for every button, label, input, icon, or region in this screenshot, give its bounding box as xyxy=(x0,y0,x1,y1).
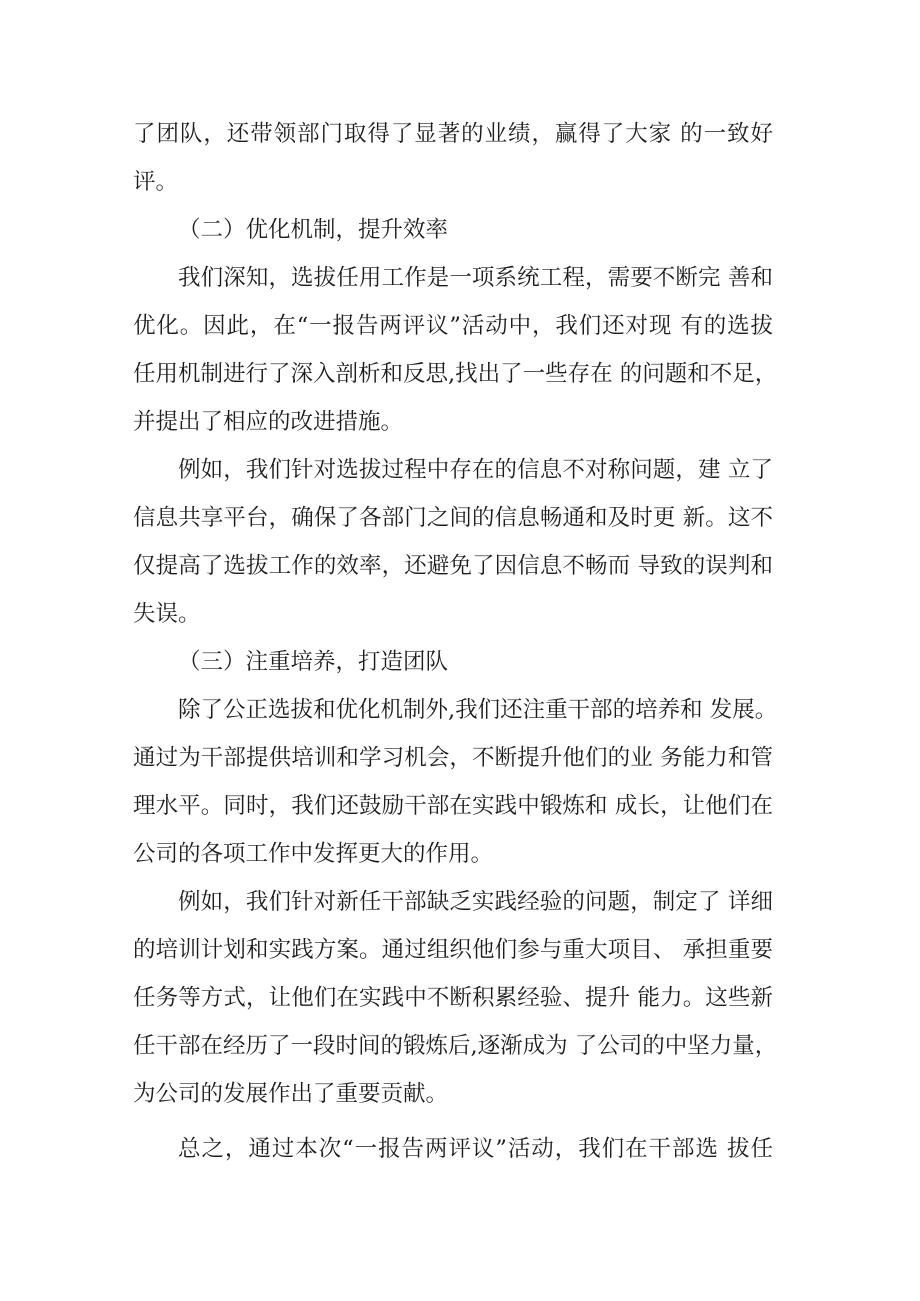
text-line: 任务等方式，让他们在实践中不断积累经验、提升 能力。这些新 xyxy=(133,985,773,1011)
text-line: 公司的各项工作中发挥更大的作用。 xyxy=(133,841,494,867)
text-line: 失误。 xyxy=(133,601,201,627)
paragraph xyxy=(133,878,778,1118)
text-line: 仅提高了选拔工作的效率，还避免了因信息不畅而 导致的误判和 xyxy=(133,553,773,579)
heading-line: （三）注重培养，打造团队 xyxy=(178,649,449,675)
document-body xyxy=(133,110,778,1173)
paragraph xyxy=(133,254,778,446)
text-line: 了团队，还带领部门取得了显著的业绩，赢得了大家 的一致好 xyxy=(133,121,773,147)
text-line: 理水平。同时，我们还鼓励干部在实践中锻炼和 成长，让他们在 xyxy=(133,793,773,819)
paragraph xyxy=(133,446,773,638)
text-line: 任干部在经历了一段时间的锻炼后,逐渐成为 了公司的中坚力量， xyxy=(133,1033,778,1059)
text-line: 信息共享平台，确保了各部门之间的信息畅通和及时更 新。这不 xyxy=(133,505,773,531)
text-line: 除了公正选拔和优化机制外,我们还注重干部的培养和 发展。 xyxy=(178,697,778,723)
text-line: 优化。因此，在“一报告两评议”活动中，我们还对现 有的选拔 xyxy=(133,313,773,339)
paragraph xyxy=(133,110,773,206)
text-line: 并提出了相应的改进措施。 xyxy=(133,409,404,435)
text-line: 总之，通过本次“一报告两评议”活动，我们在干部选 拔任 xyxy=(178,1136,773,1162)
text-line: 例如，我们针对新任干部缺乏实践经验的问题，制定了 详细 xyxy=(178,889,773,915)
text-line: 我们深知，选拔任用工作是一项系统工程，需要不断完 善和 xyxy=(178,265,773,291)
paragraph xyxy=(133,686,778,878)
section-heading xyxy=(133,638,773,686)
text-line: 评。 xyxy=(133,169,179,195)
heading-line: （二）优化机制，提升效率 xyxy=(178,217,449,243)
text-line: 的培训计划和实践方案。通过组织他们参与重大项目、 承担重要 xyxy=(133,937,773,963)
text-line: 例如，我们针对选拔过程中存在的信息不对称问题，建 立了 xyxy=(178,457,773,483)
text-line: 为公司的发展作出了重要贡献。 xyxy=(133,1081,449,1107)
text-line: 任用机制进行了深入剖析和反思,找出了一些存在 的问题和不足， xyxy=(133,361,778,387)
section-heading xyxy=(133,206,773,254)
paragraph xyxy=(133,1125,773,1173)
text-line: 通过为干部提供培训和学习机会，不断提升他们的业 务能力和管 xyxy=(133,745,773,771)
